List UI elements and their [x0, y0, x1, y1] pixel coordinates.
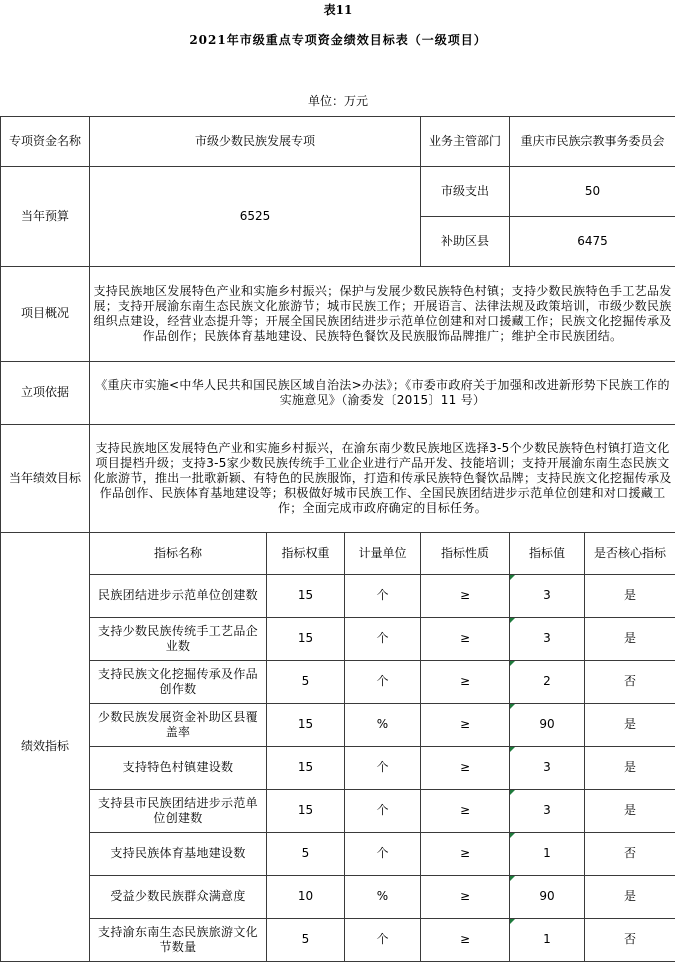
table-row [1, 746, 675, 789]
indicator-value[interactable]: 3 [510, 617, 585, 660]
unit-label: 单位：万元 [1, 88, 675, 116]
overview-label: 项目概况 [1, 266, 90, 361]
district-subsidy-value[interactable]: 6475 [510, 216, 675, 266]
indicator-weight[interactable]: 15 [267, 789, 345, 832]
col-header-core: 是否核心指标 [585, 532, 675, 574]
indicator-name[interactable]: 少数民族发展资金补助区县覆盖率 [90, 703, 267, 746]
indicator-unit[interactable]: 个 [345, 832, 421, 875]
goal-label: 当年绩效目标 [1, 424, 90, 532]
indicator-name[interactable]: 支持县市民族团结进步示范单位创建数 [90, 789, 267, 832]
indicator-nature[interactable]: ≥ [421, 660, 510, 703]
indicator-weight[interactable]: 5 [267, 832, 345, 875]
indicator-weight[interactable]: 10 [267, 875, 345, 918]
col-header-value: 指标值 [510, 532, 585, 574]
indicator-unit[interactable]: 个 [345, 918, 421, 961]
indicator-nature[interactable]: ≥ [421, 703, 510, 746]
indicator-name[interactable]: 支持少数民族传统手工艺品企业数 [90, 617, 267, 660]
table-row [1, 574, 675, 617]
table-row [1, 660, 675, 703]
col-header-nature: 指标性质 [421, 532, 510, 574]
indicator-weight[interactable]: 15 [267, 617, 345, 660]
indicator-unit[interactable]: 个 [345, 789, 421, 832]
col-header-weight: 指标权重 [267, 532, 345, 574]
indicator-nature[interactable]: ≥ [421, 746, 510, 789]
city-expense-value[interactable]: 50 [510, 166, 675, 216]
indicator-weight[interactable]: 5 [267, 660, 345, 703]
indicator-name[interactable]: 民族团结进步示范单位创建数 [90, 574, 267, 617]
indicator-core[interactable]: 是 [585, 574, 675, 617]
indicator-nature[interactable]: ≥ [421, 617, 510, 660]
indicator-nature[interactable]: ≥ [421, 875, 510, 918]
blank-row [1, 60, 675, 88]
goal-text[interactable]: 支持民族地区发展特色产业和实施乡村振兴，在渝东南少数民族地区选择3-5个少数民族特色村镇打造文化项目提档升级；支持3-5家少数民族传统手工业企业进行产品开发、技能培训；支持开展渝东南生态民族文化旅游节，推出一批歌新颖、有特色的民族服饰，打造和传承民族特色餐饮品牌；支持民族文化挖掘传承及作品创作、民族体育基地建设等；积极做好城市民族工作、全国民族团结进步示范单位创建和对口援藏工作；全面完成市政府确定的目标任务。 [90, 424, 675, 532]
indicator-unit[interactable]: 个 [345, 746, 421, 789]
fund-name-value[interactable]: 市级少数民族发展专项 [90, 116, 421, 166]
indicator-name[interactable]: 支持民族文化挖掘传承及作品创作数 [90, 660, 267, 703]
indicator-unit[interactable]: % [345, 875, 421, 918]
district-subsidy-label: 补助区县 [421, 216, 510, 266]
basis-text[interactable]: 《重庆市实施<中华人民共和国民族区域自治法>办法》；《市委市政府关于加强和改进新形势下民族工作的实施意见》（渝委发〔2015〕11 号） [90, 361, 675, 424]
indicator-nature[interactable]: ≥ [421, 918, 510, 961]
indicator-value[interactable]: 3 [510, 789, 585, 832]
city-expense-label: 市级支出 [421, 166, 510, 216]
indicator-name[interactable]: 支持民族体育基地建设数 [90, 832, 267, 875]
indicator-core[interactable]: 是 [585, 789, 675, 832]
col-header-name: 指标名称 [90, 532, 267, 574]
table-row [1, 918, 675, 961]
indicator-value[interactable]: 3 [510, 746, 585, 789]
indicator-unit[interactable]: % [345, 703, 421, 746]
indicator-weight[interactable]: 5 [267, 918, 345, 961]
budget-total[interactable]: 6525 [90, 166, 421, 266]
indicator-unit[interactable]: 个 [345, 660, 421, 703]
indicator-value[interactable]: 90 [510, 703, 585, 746]
col-header-unit: 计量单位 [345, 532, 421, 574]
indicator-value[interactable]: 90 [510, 875, 585, 918]
table-row [1, 617, 675, 660]
indicator-nature[interactable]: ≥ [421, 574, 510, 617]
indicator-core[interactable]: 是 [585, 703, 675, 746]
table-row [1, 789, 675, 832]
indicator-core[interactable]: 是 [585, 875, 675, 918]
indicator-nature[interactable]: ≥ [421, 789, 510, 832]
indicator-weight[interactable]: 15 [267, 746, 345, 789]
indicator-name[interactable]: 支持特色村镇建设数 [90, 746, 267, 789]
indicator-nature[interactable]: ≥ [421, 832, 510, 875]
table-row [1, 875, 675, 918]
indicator-value[interactable]: 1 [510, 832, 585, 875]
table-row [1, 703, 675, 746]
indicator-value[interactable]: 1 [510, 918, 585, 961]
indicator-name[interactable]: 受益少数民族群众满意度 [90, 875, 267, 918]
indicator-core[interactable]: 是 [585, 617, 675, 660]
indicator-core[interactable]: 否 [585, 918, 675, 961]
indicators-label: 绩效指标 [1, 532, 90, 961]
indicator-unit[interactable]: 个 [345, 617, 421, 660]
indicator-name[interactable]: 支持渝东南生态民族旅游文化节数量 [90, 918, 267, 961]
indicator-unit[interactable]: 个 [345, 574, 421, 617]
overview-text[interactable]: 支持民族地区发展特色产业和实施乡村振兴；保护与发展少数民族特色村镇；支持少数民族特色手工艺品发展；支持开展渝东南生态民族文化旅游节；城市民族工作；开展语言、法律法规及政策培训，市级少数民族组织点建设，经营业态提升等；开展全国民族团结进步示范单位创建和对口援藏工作；民族文化挖掘传承及作品创作；民族体育基地建设、民族特色餐饮及民族服饰品牌推广；维护全市民族团结。 [90, 266, 675, 361]
indicator-weight[interactable]: 15 [267, 703, 345, 746]
dept-label: 业务主管部门 [421, 116, 510, 166]
indicator-core[interactable]: 否 [585, 660, 675, 703]
indicator-value[interactable]: 3 [510, 574, 585, 617]
sheet-tag: 表11 [1, 0, 675, 20]
basis-label: 立项依据 [1, 361, 90, 424]
table-row [1, 832, 675, 875]
page-title: 2021年市级重点专项资金绩效目标表（一级项目） [1, 20, 675, 60]
fund-name-label: 专项资金名称 [1, 116, 90, 166]
budget-label: 当年预算 [1, 166, 90, 266]
indicator-core[interactable]: 是 [585, 746, 675, 789]
indicator-core[interactable]: 否 [585, 832, 675, 875]
indicator-value[interactable]: 2 [510, 660, 585, 703]
dept-value[interactable]: 重庆市民族宗教事务委员会 [510, 116, 675, 166]
indicator-weight[interactable]: 15 [267, 574, 345, 617]
